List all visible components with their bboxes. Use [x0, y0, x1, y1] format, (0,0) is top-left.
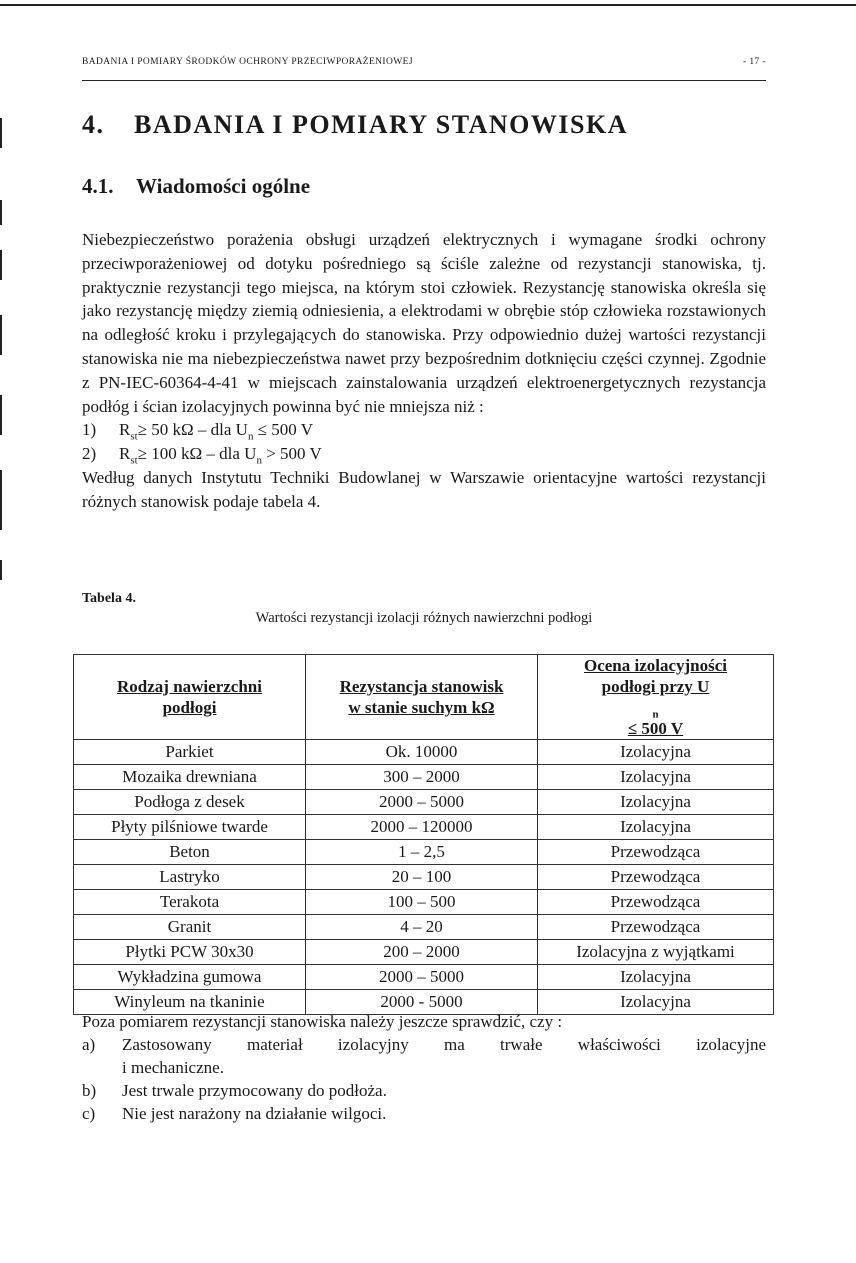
cell-insulation-rating: Izolacyjna [538, 740, 774, 765]
cell-insulation-rating: Izolacyjna z wyjątkami [538, 940, 774, 965]
cell-resistance: 2000 - 5000 [306, 990, 538, 1015]
scan-edge-mark [0, 250, 2, 280]
cell-surface-type: Parkiet [74, 740, 306, 765]
table-body [74, 740, 774, 1015]
table-title: Wartości rezystancji izolacji różnych nawierzchni podłogi [255, 610, 593, 626]
cell-resistance: Ok. 10000 [306, 740, 538, 765]
table-row [74, 840, 774, 865]
cell-resistance: 2000 – 5000 [306, 965, 538, 990]
header-rule [82, 80, 766, 81]
running-head [82, 57, 766, 67]
cell-surface-type: Płyty pilśniowe twarde [74, 815, 306, 840]
cell-resistance: 200 – 2000 [306, 940, 538, 965]
cell-insulation-rating: Przewodząca [538, 865, 774, 890]
cell-surface-type: Winyleum na tkaninie [74, 990, 306, 1015]
table-row [74, 965, 774, 990]
check-item: b) Jest trwale przymocowany do podłoża. [82, 1081, 387, 1100]
cell-insulation-rating: Izolacyjna [538, 965, 774, 990]
cell-resistance: 2000 – 5000 [306, 790, 538, 815]
cell-insulation-rating: Izolacyjna [538, 990, 774, 1015]
section-body [82, 228, 766, 514]
section-heading [82, 174, 310, 199]
section-number: 4.1. [82, 174, 114, 198]
cell-insulation-rating: Przewodząca [538, 840, 774, 865]
header-surface-type: Rodzaj nawierzchni podłogi [74, 655, 306, 740]
cell-surface-type: Lastryko [74, 865, 306, 890]
table-header-row [74, 655, 774, 740]
table-row [74, 740, 774, 765]
requirement-item: 2) $R_{st}\ge 100$ kΩ – dla $U_n > 500$ V [82, 444, 322, 467]
header-resistance: Rezystancja stanowisk w stanie suchym kΩ [306, 655, 538, 740]
table-row [74, 865, 774, 890]
cell-surface-type: Beton [74, 840, 306, 865]
header-insulation-rating: Ocena izolacyjności podłogi przy U $_n$ ≤ 500 V [538, 655, 774, 740]
intro-paragraph: Niebezpieczeństwo porażenia obsługi urządzeń elektrycznych i wymagane środki ochrony przeciwporażeniowej od dotyku pośredniego są ściśle zależne od rezystancji stanowiska, tj. praktycznie rezystancji tego miejsca, na którym stoi człowiek. Rezystancję stanowiska określa się jako rezystancję między ziemią odniesienia, a elektrodami w obrębie stóp człowieka rozstawionych na odległość kroku i przylegających do stanowiska. Przy odpowiednio dużej wartości rezystancji stanowiska nie ma niebezpieczeństwa nawet przy bezpośrednim dotknięciu części czynnej. Zgodnie z PN-IEC-60364-4-41 w miejscach zainstalowania urządzeń elektroenergetycznych rezystancja podłóg i ścian izolacyjnych powinna być nie mniejsza niż : [82, 230, 766, 416]
cell-resistance: 2000 – 120000 [306, 815, 538, 840]
cell-insulation-rating: Izolacyjna [538, 815, 774, 840]
section-title: Wiadomości ogólne [136, 174, 311, 198]
table-row [74, 940, 774, 965]
scan-edge-mark [0, 315, 2, 355]
cell-resistance: 1 – 2,5 [306, 840, 538, 865]
cell-surface-type: Płytki PCW 30x30 [74, 940, 306, 965]
chapter-number: 4. [82, 110, 105, 139]
table-row [74, 815, 774, 840]
cell-surface-type: Wykładzina gumowa [74, 965, 306, 990]
table-row [74, 915, 774, 940]
scan-top-border [0, 4, 856, 6]
scan-edge-mark [0, 560, 2, 580]
cell-surface-type: Podłoga z desek [74, 790, 306, 815]
checks-section [82, 1010, 766, 1125]
scan-edge-mark [0, 200, 2, 225]
running-head-title: BADANIA I POMIARY ŚRODKÓW OCHRONY PRZECIWPORAŻENIOWEJ [82, 57, 413, 67]
cell-insulation-rating: Przewodząca [538, 890, 774, 915]
cell-insulation-rating: Izolacyjna [538, 765, 774, 790]
table-row [74, 765, 774, 790]
check-item: c) Nie jest narażony na działanie wilgoci. [82, 1104, 387, 1123]
cell-resistance: 4 – 20 [306, 915, 538, 940]
chapter-heading [82, 110, 628, 140]
cell-surface-type: Terakota [74, 890, 306, 915]
table-row [74, 790, 774, 815]
check-item: a) Zastosowany materiał izolacyjny ma trwałe właściwości izolacyjne i mechaniczne. [82, 1035, 766, 1077]
cell-insulation-rating: Izolacyjna [538, 790, 774, 815]
page-number: - 17 - [743, 57, 766, 67]
cell-resistance: 100 – 500 [306, 890, 538, 915]
chapter-title: BADANIA I POMIARY STANOWISKA [134, 110, 628, 139]
closing-paragraph: Według danych Instytutu Techniki Budowlanej w Warszawie orientacyjne wartości rezystancji różnych stanowisk podaje tabela 4. [82, 467, 766, 511]
table-label: Tabela 4. [82, 591, 136, 606]
cell-surface-type: Mozaika drewniana [74, 765, 306, 790]
cell-resistance: 300 – 2000 [306, 765, 538, 790]
scan-edge-mark [0, 395, 2, 435]
requirement-item: 1) $R_{st}\ge 50$ kΩ – dla $U_n \le 500$ V [82, 420, 314, 443]
cell-insulation-rating: Przewodząca [538, 915, 774, 940]
scan-edge-mark [0, 470, 2, 530]
table-row [74, 890, 774, 915]
cell-resistance: 20 – 100 [306, 865, 538, 890]
checks-intro: Poza pomiarem rezystancji stanowiska należy jeszcze sprawdzić, czy : [82, 1012, 563, 1031]
cell-surface-type: Granit [74, 915, 306, 940]
resistance-table [73, 654, 774, 1015]
scan-edge-mark [0, 118, 2, 148]
